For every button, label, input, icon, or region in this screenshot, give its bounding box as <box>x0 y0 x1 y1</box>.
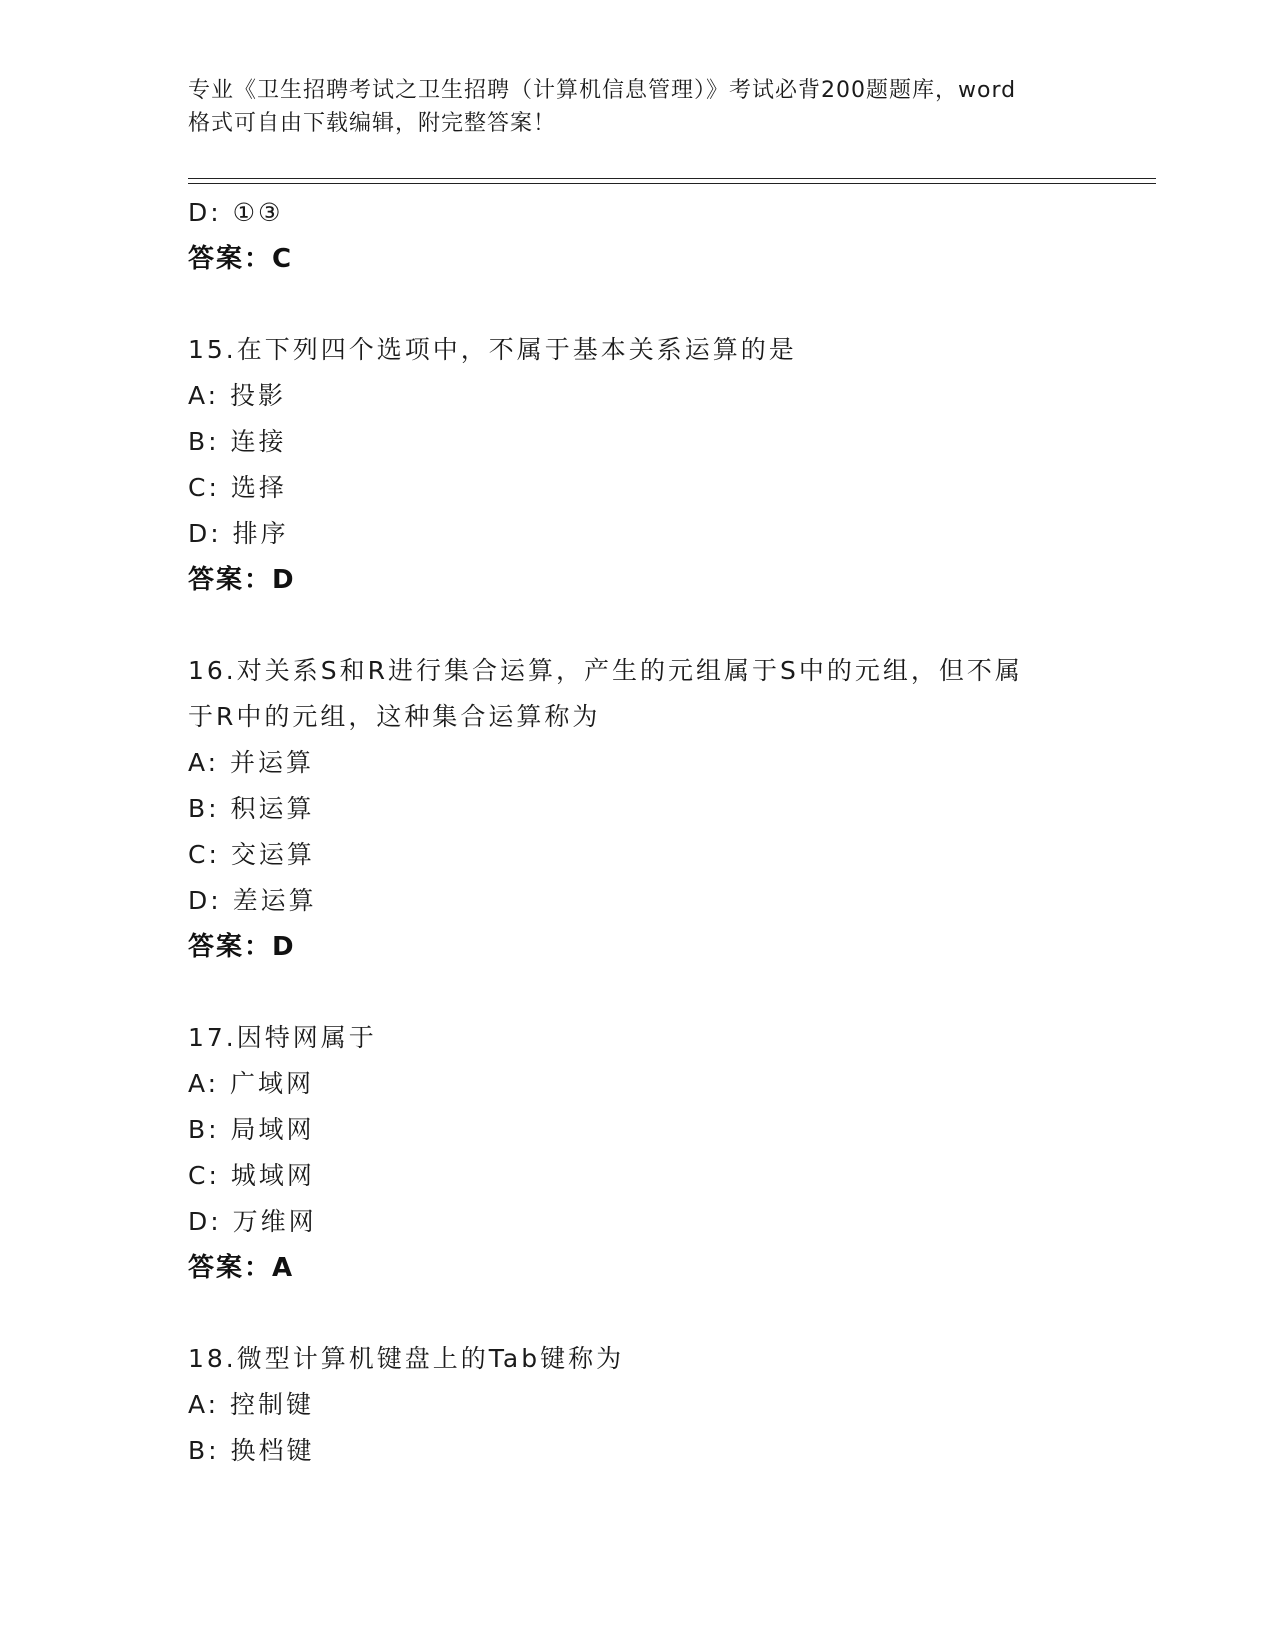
header-title-line-2: 格式可自由下载编辑，附完整答案！ <box>188 111 557 136</box>
question-16 <box>188 648 1088 970</box>
option-a: A: 并运算 <box>188 748 315 777</box>
question-18 <box>188 1336 1088 1474</box>
option-d: D: ①③ <box>188 198 284 227</box>
option-c: C: 城域网 <box>188 1161 315 1190</box>
question-17 <box>188 1015 1088 1291</box>
header-rule-bottom <box>188 183 1156 184</box>
option-d: D: 排序 <box>188 519 289 548</box>
carryover-block <box>188 190 1088 282</box>
header-title-line-1: 专业《卫生招聘考试之卫生招聘（计算机信息管理）》考试必背200题题库，word <box>188 78 1017 103</box>
option-b: B: 连接 <box>188 427 287 456</box>
option-c: C: 交运算 <box>188 840 315 869</box>
question-title-line-1: 16.对关系S和R进行集合运算，产生的元组属于S中的元组，但不属 <box>188 656 1023 685</box>
option-a: A: 投影 <box>188 381 287 410</box>
question-title-line-2: 于R中的元组，这种集合运算称为 <box>188 702 601 731</box>
option-d: D: 万维网 <box>188 1207 317 1236</box>
option-b: B: 换档键 <box>188 1436 315 1465</box>
option-b: B: 局域网 <box>188 1115 315 1144</box>
answer-line: 答案：D <box>188 932 296 962</box>
option-a: A: 广域网 <box>188 1069 315 1098</box>
answer-line: 答案：D <box>188 565 296 595</box>
answer-line: 答案：C <box>188 244 294 274</box>
question-title: 17.因特网属于 <box>188 1023 377 1052</box>
option-b: B: 积运算 <box>188 794 315 823</box>
question-title: 15.在下列四个选项中，不属于基本关系运算的是 <box>188 335 797 364</box>
option-a: A: 控制键 <box>188 1390 315 1419</box>
header-rule-top <box>188 178 1156 179</box>
document-header <box>188 74 1088 140</box>
option-d: D: 差运算 <box>188 886 317 915</box>
question-15 <box>188 327 1088 603</box>
question-list <box>188 190 1088 1474</box>
answer-line: 答案：A <box>188 1253 295 1283</box>
question-title: 18.微型计算机键盘上的Tab键称为 <box>188 1344 625 1373</box>
option-c: C: 选择 <box>188 473 287 502</box>
